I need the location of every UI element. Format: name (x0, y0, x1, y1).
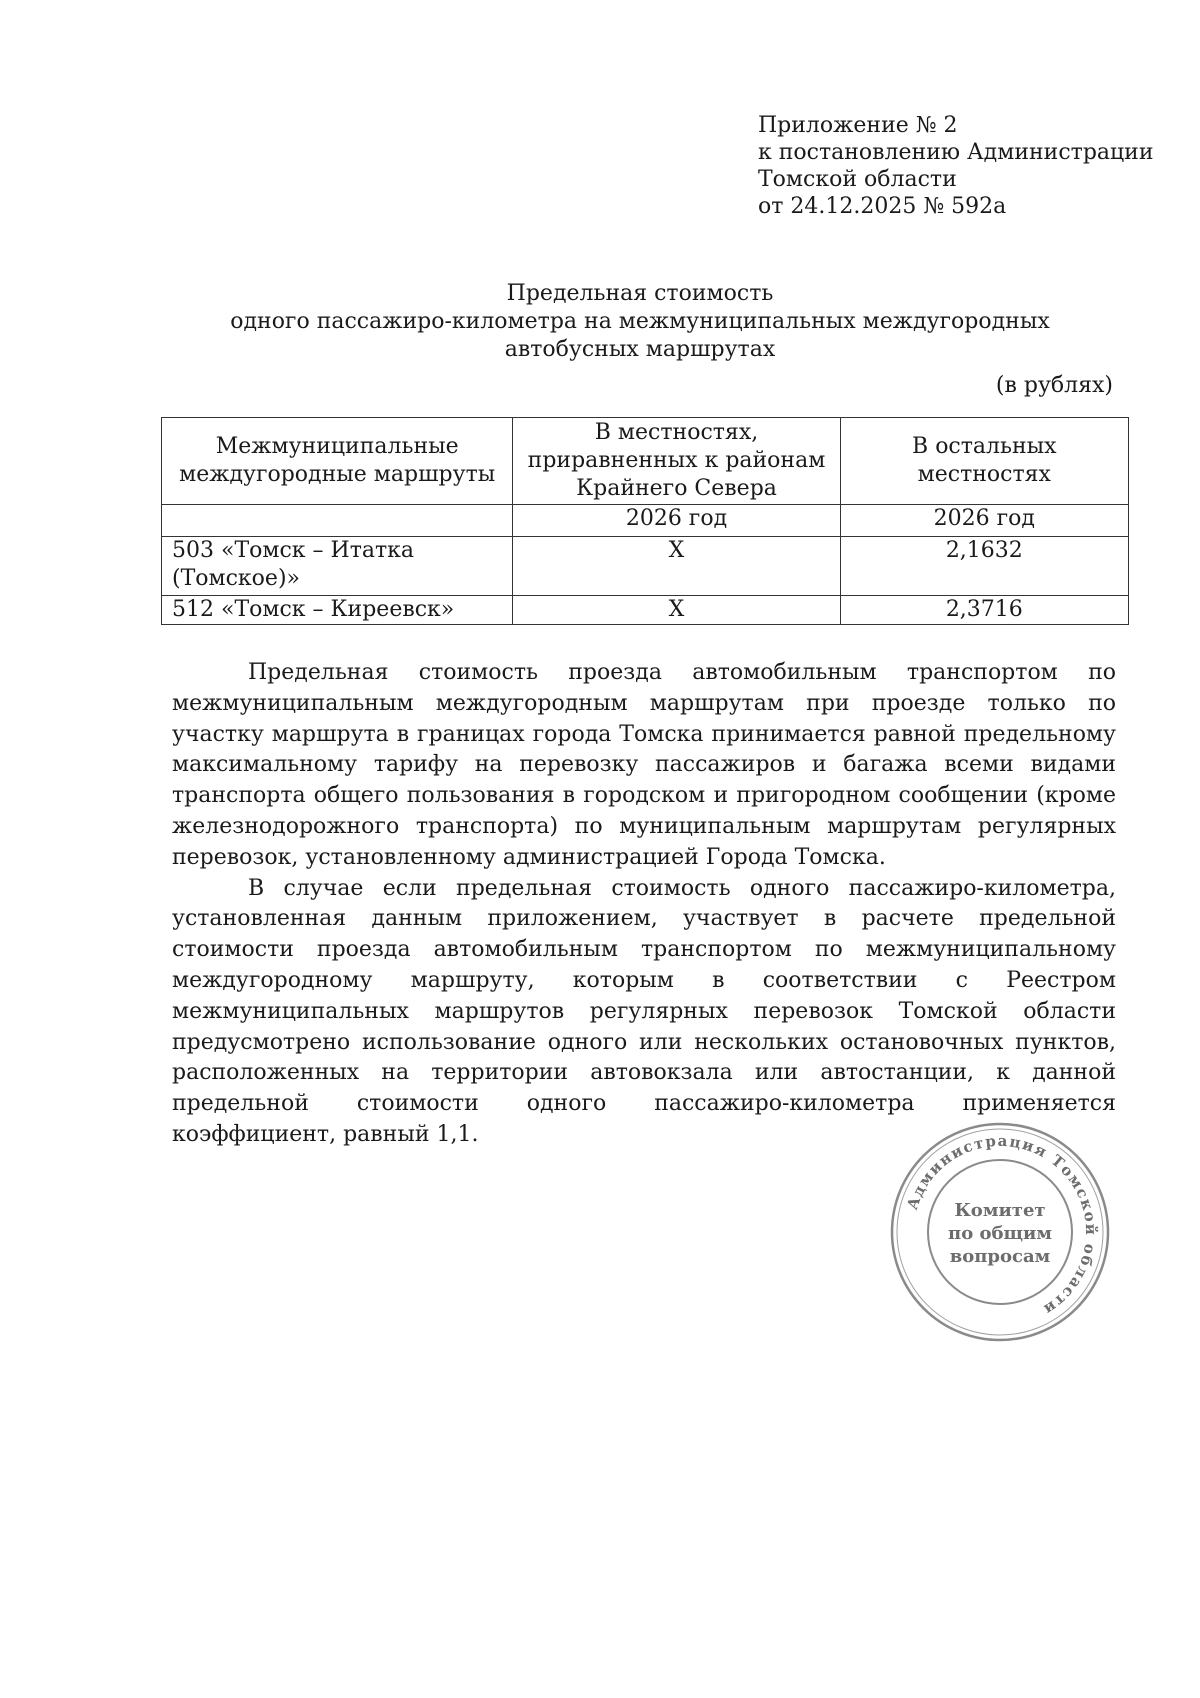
table-row (162, 596, 1129, 625)
tariff-table (161, 417, 1129, 625)
stamp-inner-line-2: по общим (948, 1223, 1052, 1244)
header-other-regions: В остальных местностях (840, 418, 1128, 505)
title-line-1: Предельная стоимость (506, 281, 774, 306)
title-line-2: одного пассажиро-километра на межмуниципальных междугородных (230, 309, 1050, 334)
table-year-row (162, 505, 1129, 537)
appendix-header (758, 112, 1154, 220)
body-text (172, 658, 1116, 1151)
north-value: Х (513, 596, 840, 625)
units-note: (в рублях) (995, 373, 1113, 398)
stamp-inner-line-3: вопросам (949, 1246, 1051, 1267)
north-value: Х (513, 537, 840, 596)
route-name: 512 «Томск – Киреевск» (162, 596, 513, 625)
year-cell-other: 2026 год (840, 505, 1128, 537)
year-cell-empty (162, 505, 513, 537)
year-cell-north: 2026 год (513, 505, 840, 537)
route-name: 503 «Томск – Итатка (Томское)» (162, 537, 513, 596)
other-value: 2,3716 (840, 596, 1128, 625)
table-row (162, 537, 1129, 596)
appendix-date: от 24.12.2025 № 592а (758, 194, 1007, 219)
appendix-number: Приложение № 2 (758, 113, 958, 138)
title-line-3: автобусных маршрутах (504, 337, 776, 362)
table-header-row (162, 418, 1129, 505)
appendix-region: Томской области (758, 167, 957, 192)
paragraph-1: Предельная стоимость проезда автомобильным транспортом по межмуниципальным междугородным маршрутам при проезде только по участку маршрута в границах города Томска принимается равной предельному максимальному тарифу на перевозку пассажиров и багажа всеми видами транспорта общего пользования в городском и пригородном сообщении (кроме железнодорожного транспорта) по муниципальным маршрутам регулярных перевозок, установленному администрацией Города Томска. (172, 660, 1116, 870)
stamp-outer-text: Администрация Томской области (903, 1131, 1101, 1320)
stamp-seal (888, 1120, 1112, 1344)
header-routes: Межмуниципальные междугородные маршруты (162, 418, 513, 505)
other-value: 2,1632 (840, 537, 1128, 596)
appendix-resolution: к постановлению Администрации (758, 140, 1154, 165)
paragraph-2: В случае если предельная стоимость одного пассажиро-километра, установленная данным приложением, участвует в расчете предельной стоимости проезда автомобильным транспортом по межмуниципальному междугородному маршруту, которым в соответствии с Реестром межмуниципальных маршрутов регулярных перевозок Томской области предусмотрено использование одного или нескольких остановочных пунктов, расположенных на территории автовокзала или автостанции, к данной предельной стоимости одного пассажиро-километра применяется коэффициент, равный 1,1. (172, 875, 1116, 1147)
header-north-regions: В местностях, приравненных к районам Крайнего Севера (513, 418, 840, 505)
document-title (170, 280, 1110, 364)
official-stamp (888, 1120, 1112, 1344)
stamp-inner-line-1: Комитет (954, 1200, 1046, 1221)
